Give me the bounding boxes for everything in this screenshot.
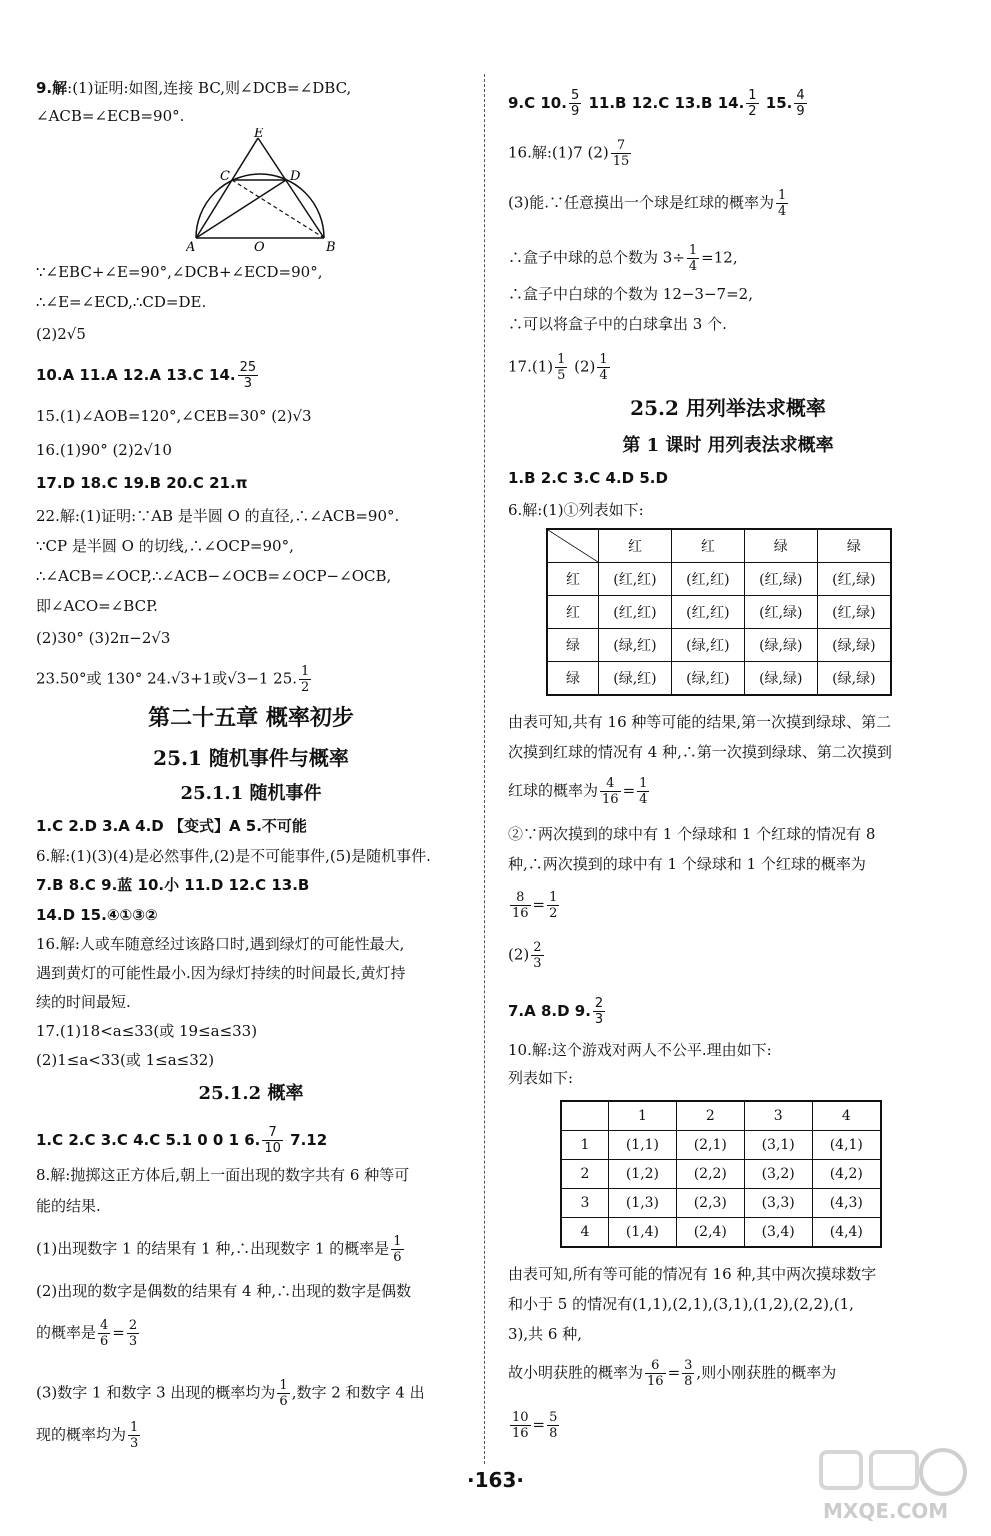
q8-line4: (2)出现的数字是偶数的结果有 4 种,∴出现的数字是偶数 bbox=[36, 1282, 412, 1300]
table-cell: (红,红) bbox=[599, 563, 672, 596]
answers-23-25: 23.50°或 130° 24.√3+1或√3−1 25. $\frac{1}{2}$ bbox=[36, 664, 310, 695]
answers-1-5: 1.B 2.C 3.C 4.D 5.D bbox=[508, 469, 668, 487]
table-row-label: 绿 bbox=[547, 662, 599, 696]
section-25-1-2-title: 25.1.2 概率 bbox=[198, 1083, 304, 1104]
q8-line7: 现的概率均为 $\frac{1}{3}$ bbox=[36, 1420, 139, 1451]
svg-text:C: C bbox=[220, 169, 230, 184]
q16-line1: 16.解:人或车随意经过该路口时,遇到绿灯的可能性最大, bbox=[36, 935, 405, 953]
q10-line3: 由表可知,所有等可能的情况有 16 种,其中两次摸球数字 bbox=[508, 1265, 877, 1283]
q17-answer: 17.(1) $\frac{1}{5}$ (2) $\frac{1}{4}$ bbox=[508, 352, 608, 383]
column-divider bbox=[484, 74, 485, 1464]
q10-line5: 3),共 6 种, bbox=[508, 1325, 583, 1343]
table-cell: (1,1) bbox=[609, 1131, 677, 1160]
table-row bbox=[547, 629, 891, 662]
table-cell: (2,2) bbox=[676, 1160, 744, 1189]
q6-text4: ②∵两次摸到的球中有 1 个绿球和 1 个红球的情况有 8 bbox=[508, 825, 876, 843]
semicircle-figure bbox=[186, 128, 356, 252]
answers-7-9: 7.A 8.D 9. $\frac{2}{3}$ bbox=[508, 996, 604, 1027]
q17-line2: (2)1≤a<33(或 1≤a≤32) bbox=[36, 1051, 215, 1069]
table-cell: (红,绿) bbox=[744, 596, 817, 629]
table-header-cell: 3 bbox=[744, 1101, 812, 1131]
q10-line6: 故小明获胜的概率为 $\frac{6}{16}$ = $\frac{3}{8}$ ,则小刚获胜的概率为 bbox=[508, 1358, 837, 1389]
q9-line2: ∠ACB=∠ECB=90°. bbox=[36, 107, 185, 125]
q16-part3-line1: (3)能.∵任意摸出一个球是红球的概率为 $\frac{1}{4}$ bbox=[508, 188, 787, 219]
table-cell: (2,4) bbox=[676, 1218, 744, 1248]
q22-line3: ∴∠ACB=∠OCP,∴∠ACB−∠OCB=∠OCP−∠OCB, bbox=[36, 567, 392, 585]
q22-line2: ∵CP 是半圆 O 的切线,∴∠OCP=90°, bbox=[36, 537, 294, 555]
table-cell: (绿,绿) bbox=[817, 662, 891, 696]
table-row-label: 红 bbox=[547, 563, 599, 596]
table-cell: (红,红) bbox=[671, 563, 744, 596]
table-row bbox=[561, 1218, 881, 1248]
answers-14-15: 14.D 15.④①③② bbox=[36, 906, 158, 924]
table-cell: (3,2) bbox=[744, 1160, 812, 1189]
q22-line1: 22.解:(1)证明:∵AB 是半圆 O 的直径,∴∠ACB=90°. bbox=[36, 507, 400, 525]
watermark-logo bbox=[813, 1444, 973, 1524]
table-cell: (1,4) bbox=[609, 1218, 677, 1248]
table-cell: (4,4) bbox=[812, 1218, 881, 1248]
table-row bbox=[547, 529, 891, 563]
q6-intro: 6.解:(1)①列表如下: bbox=[508, 501, 644, 519]
table-header-cell: 绿 bbox=[744, 529, 817, 563]
number-table bbox=[560, 1100, 882, 1248]
table-cell: (4,3) bbox=[812, 1189, 881, 1218]
table-row-label: 2 bbox=[561, 1160, 609, 1189]
table-row bbox=[561, 1160, 881, 1189]
q17-line1: 17.(1)18<a≤33(或 19≤a≤33) bbox=[36, 1022, 258, 1040]
table-corner-cell bbox=[561, 1101, 609, 1131]
table-cell: (1,2) bbox=[609, 1160, 677, 1189]
svg-text:D: D bbox=[290, 169, 301, 184]
answers-9-15: 9.C 10. $\frac{5}{9}$ 11.B 12.C 13.B 14. $\frac{1}{2}$ 15. $\frac{4}{9}$ bbox=[508, 88, 805, 119]
q6-answer: 6.解:(1)(3)(4)是必然事件,(2)是不可能事件,(5)是随机事件. bbox=[36, 847, 431, 865]
table-row bbox=[547, 662, 891, 696]
q10-line2: 列表如下: bbox=[508, 1069, 574, 1087]
table-cell: (1,3) bbox=[609, 1189, 677, 1218]
table-cell: (3,1) bbox=[744, 1131, 812, 1160]
lesson1-title: 第 1 课时 用列表法求概率 bbox=[622, 435, 834, 456]
q8-line6: (3)数字 1 和数字 3 出现的概率均为 $\frac{1}{6}$ ,数字 2 和数字 4 出 bbox=[36, 1378, 425, 1409]
q22-line4: 即∠ACO=∠BCP. bbox=[36, 597, 158, 615]
table-cell: (绿,绿) bbox=[744, 629, 817, 662]
q8-line5: 的概率是 $\frac{4}{6}$ = $\frac{2}{3}$ bbox=[36, 1318, 138, 1349]
table-row bbox=[547, 596, 891, 629]
q16-part3-line2: ∴盒子中球的总个数为 3÷ $\frac{1}{4}$ =12, bbox=[508, 243, 738, 274]
table-cell: (3,4) bbox=[744, 1218, 812, 1248]
q16-line2: 遇到黄灯的可能性最小.因为绿灯持续的时间最长,黄灯持 bbox=[36, 964, 406, 982]
table-cell: (2,3) bbox=[676, 1189, 744, 1218]
section-25-2-title: 25.2 用列举法求概率 bbox=[630, 396, 826, 420]
table-row-label: 绿 bbox=[547, 629, 599, 662]
q8-line1: 8.解:抛掷这正方体后,朝上一面出现的数字共有 6 种等可 bbox=[36, 1166, 410, 1184]
svg-text:A: A bbox=[186, 240, 196, 252]
q16-part3-line3: ∴盒子中白球的个数为 12−3−7=2, bbox=[508, 285, 753, 303]
section-25-1-1-title: 25.1.1 随机事件 bbox=[180, 783, 322, 804]
svg-text:E: E bbox=[254, 128, 264, 141]
q6-text6: $\frac{8}{16}$ = $\frac{1}{2}$ bbox=[512, 890, 558, 921]
table-cell: (绿,红) bbox=[671, 662, 744, 696]
table-cell: (绿,绿) bbox=[744, 662, 817, 696]
q22-line5: (2)30° (3)2π−2√3 bbox=[36, 629, 171, 647]
table-header-cell: 红 bbox=[599, 529, 672, 563]
answers-1-7: 1.C 2.C 3.C 4.C 5.1 0 0 1 6. $\frac{7}{10}$ 7.12 bbox=[36, 1125, 328, 1156]
table-row bbox=[547, 563, 891, 596]
q16-part1-2: 16.解:(1)7 (2) $\frac{7}{15}$ bbox=[508, 138, 630, 169]
answers-10-14: 10.A 11.A 12.A 13.C 14. $\frac{25}{3}$ bbox=[36, 360, 257, 391]
table-cell: (红,绿) bbox=[817, 563, 891, 596]
q10-line7: $\frac{10}{16}$ = $\frac{5}{8}$ bbox=[512, 1410, 558, 1441]
table-header-cell: 红 bbox=[671, 529, 744, 563]
q6-part2: (2) $\frac{2}{3}$ bbox=[508, 940, 542, 971]
answers-17-21: 17.D 18.C 19.B 20.C 21.π bbox=[36, 474, 248, 492]
table-header-cell: 4 bbox=[812, 1101, 881, 1131]
svg-text:MXQE.COM: MXQE.COM bbox=[823, 1499, 949, 1523]
table-row bbox=[561, 1131, 881, 1160]
svg-text:O: O bbox=[254, 240, 265, 252]
q8-line3: (1)出现数字 1 的结果有 1 种,∴出现数字 1 的概率是 $\frac{1}{6}$ bbox=[36, 1234, 402, 1265]
answers-1-5: 1.C 2.D 3.A 4.D 【变式】A 5.不可能 bbox=[36, 817, 307, 835]
table-row bbox=[561, 1189, 881, 1218]
q9-line1: 9.解:(1)证明:如图,连接 BC,则∠DCB=∠DBC, bbox=[36, 79, 352, 97]
chapter-title: 第二十五章 概率初步 bbox=[148, 705, 354, 731]
q9-line5: (2)2√5 bbox=[36, 325, 86, 343]
table-cell: (绿,红) bbox=[599, 662, 672, 696]
diagonal-cell bbox=[547, 529, 599, 563]
answers-7-13: 7.B 8.C 9.蓝 10.小 11.D 12.C 13.B bbox=[36, 876, 310, 894]
table-cell: (4,2) bbox=[812, 1160, 881, 1189]
q15-answer: 15.(1)∠AOB=120°,∠CEB=30° (2)√3 bbox=[36, 407, 312, 425]
q6-text5: 种,∴两次摸到的球中有 1 个绿球和 1 个红球的概率为 bbox=[508, 855, 866, 873]
table-header-cell: 绿 bbox=[817, 529, 891, 563]
table-row bbox=[561, 1101, 881, 1131]
q6-text2: 次摸到红球的情况有 4 种,∴第一次摸到绿球、第二次摸到 bbox=[508, 743, 892, 761]
table-row-label: 1 bbox=[561, 1131, 609, 1160]
q6-text3: 红球的概率为 $\frac{4}{16}$ = $\frac{1}{4}$ bbox=[508, 776, 648, 807]
table-cell: (绿,红) bbox=[599, 629, 672, 662]
q16-part3-line4: ∴可以将盒子中的白球拿出 3 个. bbox=[508, 315, 727, 333]
q16-line3: 续的时间最短. bbox=[36, 993, 131, 1011]
q8-line2: 能的结果. bbox=[36, 1197, 101, 1215]
table-cell: (红,红) bbox=[599, 596, 672, 629]
table-header-cell: 1 bbox=[609, 1101, 677, 1131]
color-table bbox=[546, 528, 892, 696]
q9-line4: ∴∠E=∠ECD,∴CD=DE. bbox=[36, 293, 207, 311]
table-cell: (4,1) bbox=[812, 1131, 881, 1160]
q16-answer: 16.(1)90° (2)2√10 bbox=[36, 441, 172, 459]
table-row-label: 3 bbox=[561, 1189, 609, 1218]
table-cell: (2,1) bbox=[676, 1131, 744, 1160]
q9-line3: ∵∠EBC+∠E=90°,∠DCB+∠ECD=90°, bbox=[36, 263, 323, 281]
q10-line4: 和小于 5 的情况有(1,1),(2,1),(3,1),(1,2),(2,2),(1, bbox=[508, 1295, 854, 1313]
table-cell: (红,绿) bbox=[817, 596, 891, 629]
table-cell: (3,3) bbox=[744, 1189, 812, 1218]
table-cell: (红,红) bbox=[671, 596, 744, 629]
svg-text:B: B bbox=[326, 240, 336, 252]
table-row-label: 红 bbox=[547, 596, 599, 629]
table-cell: (红,绿) bbox=[744, 563, 817, 596]
table-header-cell: 2 bbox=[676, 1101, 744, 1131]
q6-text1: 由表可知,共有 16 种等可能的结果,第一次摸到绿球、第二 bbox=[508, 713, 892, 731]
q10-line1: 10.解:这个游戏对两人不公平.理由如下: bbox=[508, 1041, 772, 1059]
table-cell: (绿,绿) bbox=[817, 629, 891, 662]
section-25-1-title: 25.1 随机事件与概率 bbox=[153, 746, 349, 770]
page-number: ·163· bbox=[467, 1468, 524, 1492]
table-cell: (绿,红) bbox=[671, 629, 744, 662]
table-row-label: 4 bbox=[561, 1218, 609, 1248]
